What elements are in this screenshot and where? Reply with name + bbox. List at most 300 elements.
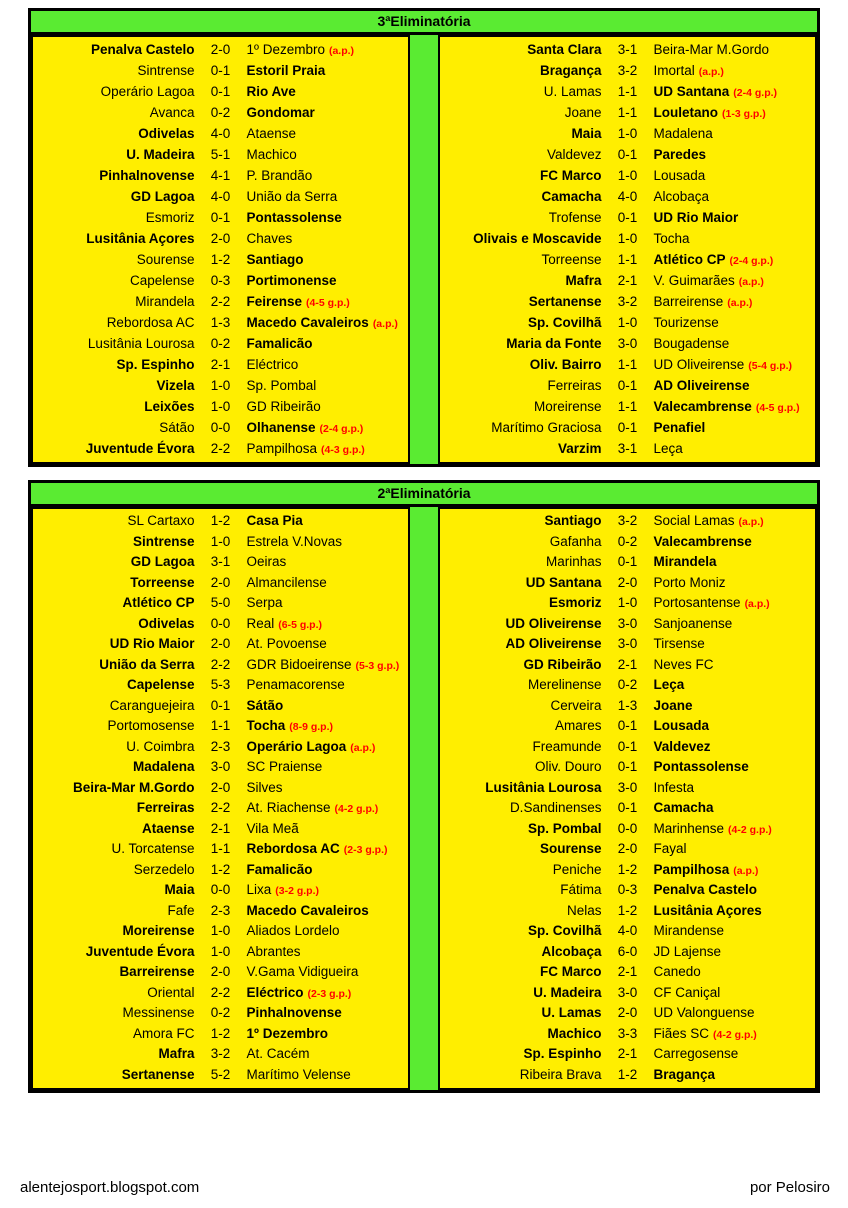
match-score: 0-2	[210, 336, 231, 351]
match-row	[33, 921, 408, 942]
match-row	[440, 417, 815, 438]
match-row	[33, 819, 408, 840]
home-team: Sourense	[136, 252, 195, 267]
home-team: Sátão	[159, 420, 195, 435]
match-score: 5-0	[210, 595, 231, 610]
blog-credit: alentejosport.blogspot.com	[20, 1179, 200, 1196]
match-row	[33, 983, 408, 1004]
home-team: Portomosense	[107, 718, 195, 733]
match-score: 1-2	[210, 513, 231, 528]
away-team: Sanjoanense	[653, 615, 733, 631]
away-cell	[649, 778, 816, 799]
match-row	[440, 1024, 815, 1045]
home-team: Joane	[564, 105, 602, 120]
match-score: 3-1	[210, 554, 231, 569]
away-cell	[242, 1044, 409, 1065]
match-row	[33, 737, 408, 758]
home-team: Nelas	[566, 902, 602, 918]
away-cell	[242, 552, 409, 573]
author-credit: por Pelosiro	[749, 1179, 830, 1196]
home-team: Santa Clara	[527, 42, 602, 57]
penalty-extratime-note: (4-2 g.p.)	[713, 1028, 757, 1041]
match-row	[440, 778, 815, 799]
away-team: Almancilense	[246, 574, 327, 590]
penalty-extratime-note: (3-2 g.p.)	[275, 885, 320, 897]
match-score: 0-2	[617, 533, 638, 549]
away-cell	[242, 983, 409, 1005]
home-team: Atlético CP	[122, 595, 195, 610]
penalty-extratime-note: (2-4 g.p.)	[319, 423, 364, 435]
round-2-title: 2ªEliminatória	[31, 483, 817, 507]
away-cell	[242, 1065, 409, 1086]
home-team: Esmoriz	[548, 595, 602, 610]
home-team: Marinhas	[545, 554, 602, 569]
away-team: Portimonense	[246, 273, 337, 288]
away-cell	[242, 942, 409, 963]
away-cell	[649, 901, 816, 922]
match-score: 1-1	[617, 399, 638, 414]
home-team: Odivelas	[138, 126, 195, 141]
home-team: Merelinense	[527, 677, 602, 692]
match-score: 1-0	[210, 923, 231, 938]
away-team: Porto Moniz	[653, 574, 726, 590]
round-2-right-panel	[438, 507, 817, 1090]
away-team: Lousada	[653, 168, 706, 183]
match-score: 0-2	[617, 677, 638, 692]
match-row	[440, 375, 815, 396]
match-row	[33, 291, 408, 312]
away-cell	[242, 593, 409, 614]
match-score: 4-0	[210, 189, 231, 204]
match-score: 1-2	[617, 861, 638, 877]
away-cell	[649, 798, 816, 819]
match-row	[440, 249, 815, 270]
home-team: Sertanense	[121, 1066, 195, 1082]
away-team: CF Caniçal	[653, 984, 721, 1000]
away-team: At. Riachense	[246, 800, 331, 815]
match-row	[440, 186, 815, 207]
away-cell	[242, 102, 409, 123]
away-cell	[649, 716, 816, 737]
away-cell	[649, 655, 816, 676]
home-team: Vizela	[156, 378, 195, 393]
home-team: FC Marco	[539, 964, 602, 979]
away-team: Serpa	[246, 595, 283, 610]
away-cell	[649, 614, 816, 635]
match-score: 2-0	[210, 574, 231, 590]
away-team: Tocha	[653, 231, 690, 246]
home-team: Fátima	[560, 882, 602, 897]
match-score: 0-1	[210, 84, 231, 99]
away-team: Fayal	[653, 841, 687, 856]
home-team: D.Sandinenses	[509, 800, 602, 815]
match-row	[33, 60, 408, 81]
home-team: Barreirense	[119, 964, 195, 979]
match-score: 2-0	[617, 574, 638, 590]
match-row	[440, 354, 815, 375]
home-team: Bragança	[539, 63, 602, 78]
home-team: Olivais e Moscavide	[473, 231, 602, 246]
home-team: Capelense	[129, 273, 195, 288]
match-row	[440, 396, 815, 417]
away-team: Imortal	[653, 63, 695, 78]
match-score: 2-1	[617, 273, 638, 288]
away-cell	[242, 1003, 409, 1024]
match-score: 1-2	[210, 861, 231, 877]
away-team: Alcobaça	[653, 189, 710, 204]
match-score: 6-0	[617, 943, 638, 959]
away-cell	[242, 1024, 409, 1045]
match-row	[33, 757, 408, 778]
away-team: Macedo Cavaleiros	[246, 902, 369, 918]
away-team: GDR Bidoeirense	[246, 656, 352, 672]
home-team: Ribeira Brava	[519, 1066, 602, 1082]
round-2-panels	[31, 507, 817, 1090]
match-score: 3-3	[617, 1025, 638, 1041]
home-team: U. Torcatense	[111, 841, 195, 856]
away-cell	[649, 737, 816, 758]
penalty-extratime-note: (4-5 g.p.)	[306, 297, 350, 309]
home-team: Rebordosa AC	[106, 315, 195, 330]
away-cell	[242, 860, 409, 881]
home-team: Machico	[547, 1025, 602, 1041]
away-cell	[242, 375, 409, 396]
away-cell	[242, 573, 409, 594]
match-score: 3-0	[617, 779, 638, 795]
match-score: 3-0	[210, 759, 231, 774]
away-team: Chaves	[246, 231, 293, 246]
home-team: Maia	[164, 882, 195, 897]
away-team: Beira-Mar M.Gordo	[653, 42, 770, 57]
match-row	[33, 901, 408, 922]
away-cell	[242, 696, 409, 717]
match-row	[440, 511, 815, 532]
away-cell	[242, 798, 409, 820]
away-cell	[649, 675, 816, 696]
away-team: Leça	[653, 677, 685, 692]
home-team: UD Santana	[525, 574, 602, 590]
away-cell	[242, 417, 409, 440]
match-score: 2-0	[617, 841, 638, 856]
away-cell	[242, 716, 409, 738]
home-team: Freamunde	[532, 738, 602, 754]
away-team: Feirense	[246, 294, 303, 309]
match-score: 0-0	[210, 615, 231, 631]
match-row	[33, 614, 408, 635]
home-team: Capelense	[126, 677, 195, 692]
match-row	[440, 716, 815, 737]
match-row	[33, 354, 408, 375]
match-score: 2-2	[210, 441, 231, 456]
match-row	[440, 312, 815, 333]
away-cell	[649, 1044, 816, 1065]
match-row	[33, 417, 408, 438]
match-score: 0-2	[210, 1005, 231, 1020]
away-cell	[649, 123, 816, 144]
match-score: 1-1	[617, 252, 638, 267]
page-footer	[20, 1179, 830, 1196]
away-cell	[242, 312, 409, 335]
match-score: 2-0	[617, 1005, 638, 1020]
away-team: Canedo	[653, 964, 701, 979]
match-score: 1-0	[617, 231, 638, 246]
away-cell	[649, 396, 816, 419]
home-team: Gafanha	[549, 533, 602, 549]
match-row	[33, 312, 408, 333]
home-team: Ataense	[141, 820, 195, 836]
home-team: Leixões	[144, 399, 195, 414]
match-score: 2-2	[210, 984, 231, 1000]
away-team: Sátão	[246, 697, 284, 713]
match-row	[33, 860, 408, 881]
home-team: Mafra	[565, 273, 602, 288]
home-team: Maia	[571, 126, 602, 141]
match-score: 0-3	[617, 882, 638, 897]
away-team: Bragança	[653, 1066, 716, 1082]
match-row	[440, 165, 815, 186]
away-team: Santiago	[246, 252, 304, 267]
away-team: Louletano	[653, 105, 718, 120]
match-score: 3-2	[617, 513, 638, 528]
away-team: Camacha	[653, 800, 714, 815]
away-cell	[649, 860, 816, 882]
match-row	[440, 634, 815, 655]
away-cell	[242, 291, 409, 314]
away-team: JD Lajense	[653, 943, 722, 959]
match-row	[33, 778, 408, 799]
away-cell	[242, 634, 409, 655]
away-team: Silves	[246, 779, 283, 795]
away-team: Famalicão	[246, 336, 313, 351]
away-cell	[649, 921, 816, 942]
home-team: Oliv. Douro	[534, 759, 602, 774]
match-score: 0-1	[617, 554, 638, 569]
match-score: 3-2	[617, 294, 638, 309]
match-score: 2-0	[210, 42, 231, 57]
match-row	[33, 1044, 408, 1065]
penalty-extratime-note: (a.p.)	[727, 297, 753, 309]
match-row	[33, 839, 408, 860]
round-2-section	[28, 480, 820, 1093]
match-score: 2-1	[617, 964, 638, 979]
match-row	[440, 573, 815, 594]
away-team: Fiães SC	[653, 1025, 710, 1041]
match-row	[440, 839, 815, 860]
away-cell	[649, 312, 816, 333]
home-team: Sp. Espinho	[116, 357, 195, 372]
match-score: 0-1	[617, 738, 638, 754]
match-row	[33, 1024, 408, 1045]
away-cell	[649, 60, 816, 83]
home-team: U. Coimbra	[126, 738, 195, 754]
penalty-extratime-note: (2-4 g.p.)	[733, 87, 778, 99]
match-row	[440, 60, 815, 81]
away-cell	[649, 1024, 816, 1046]
match-row	[33, 228, 408, 249]
match-score: 2-1	[210, 820, 231, 836]
home-team: Madalena	[132, 759, 195, 774]
round-3-right-panel	[438, 35, 817, 464]
home-team: Penalva Castelo	[90, 42, 195, 57]
round-2-left-panel	[31, 507, 410, 1090]
match-row	[33, 249, 408, 270]
home-team: Camacha	[541, 189, 602, 204]
match-row	[440, 1044, 815, 1065]
match-score: 3-0	[617, 984, 638, 1000]
penalty-extratime-note: (a.p.)	[372, 318, 398, 330]
penalty-extratime-note: (1-3 g.p.)	[722, 108, 766, 120]
match-row	[440, 655, 815, 676]
away-team: Paredes	[653, 147, 707, 162]
match-score: 2-0	[210, 964, 231, 979]
away-cell	[649, 270, 816, 293]
home-team: Beira-Mar M.Gordo	[72, 779, 195, 795]
away-team: Barreirense	[653, 294, 724, 309]
penalty-extratime-note: (4-2 g.p.)	[728, 823, 772, 836]
away-team: Rebordosa AC	[246, 841, 340, 856]
match-score: 2-3	[210, 738, 231, 754]
match-score: 2-1	[617, 656, 638, 672]
match-score: 3-0	[617, 336, 638, 351]
match-row	[440, 81, 815, 102]
match-row	[440, 39, 815, 60]
away-cell	[649, 942, 816, 963]
match-row	[440, 291, 815, 312]
penalty-extratime-note: (a.p.)	[698, 66, 724, 78]
away-team: Tocha	[246, 718, 286, 733]
match-score: 1-3	[210, 315, 231, 330]
away-team: Tirsense	[653, 636, 705, 651]
away-team: Pampilhosa	[653, 861, 730, 877]
away-team: 1º Dezembro	[246, 1025, 328, 1041]
away-cell	[242, 921, 409, 942]
match-row	[33, 186, 408, 207]
away-cell	[649, 81, 816, 104]
away-cell	[242, 962, 409, 983]
away-team: Valecambrense	[653, 533, 752, 549]
penalty-extratime-note: (6-5 g.p.)	[278, 618, 323, 631]
match-row	[440, 880, 815, 901]
away-team: Operário Lagoa	[246, 738, 347, 754]
away-team: P. Brandão	[246, 168, 313, 183]
away-team: Pampilhosa	[246, 441, 318, 456]
away-team: At. Povoense	[246, 636, 327, 651]
away-team: Eléctrico	[246, 984, 304, 1000]
match-row	[33, 333, 408, 354]
away-cell	[649, 165, 816, 186]
away-team: Oeiras	[246, 554, 287, 569]
penalty-extratime-note: (4-5 g.p.)	[755, 402, 800, 414]
match-score: 1-0	[210, 943, 231, 959]
away-cell	[242, 333, 409, 354]
match-row	[33, 634, 408, 655]
away-team: Bougadense	[653, 336, 730, 351]
match-score: 0-1	[210, 697, 231, 713]
match-score: 3-0	[617, 615, 638, 631]
home-team: Sp. Pombal	[527, 820, 602, 836]
away-team: Lousada	[653, 718, 710, 733]
match-row	[440, 737, 815, 758]
match-row	[33, 655, 408, 676]
away-cell	[242, 819, 409, 840]
match-score: 1-1	[617, 357, 638, 372]
match-score: 1-2	[210, 252, 231, 267]
match-score: 3-2	[617, 63, 638, 78]
home-team: GD Lagoa	[130, 554, 195, 569]
home-team: U. Madeira	[533, 984, 602, 1000]
away-cell	[242, 655, 409, 677]
away-team: Macedo Cavaleiros	[246, 315, 369, 330]
match-score: 1-0	[210, 533, 231, 549]
home-team: Sp. Covilhã	[527, 315, 602, 330]
away-cell	[649, 291, 816, 314]
away-team: UD Rio Maior	[653, 210, 739, 225]
match-row	[440, 901, 815, 922]
penalty-extratime-note: (a.p.)	[744, 598, 770, 610]
match-score: 4-0	[617, 189, 638, 204]
match-row	[33, 144, 408, 165]
match-row	[33, 102, 408, 123]
match-row	[33, 573, 408, 594]
away-team: Ataense	[246, 126, 297, 141]
away-team: Leça	[653, 441, 683, 456]
match-row	[33, 165, 408, 186]
match-score: 1-0	[210, 378, 231, 393]
round-3-title: 3ªEliminatória	[31, 11, 817, 35]
home-team: AD Oliveirense	[505, 636, 602, 651]
away-team: Joane	[653, 697, 693, 713]
home-team: GD Ribeirão	[523, 656, 602, 672]
away-cell	[242, 675, 409, 696]
match-score: 0-1	[617, 800, 638, 815]
home-team: Sp. Espinho	[523, 1046, 602, 1061]
away-team: Famalicão	[246, 861, 313, 877]
away-cell	[242, 396, 409, 417]
home-team: União da Serra	[99, 656, 195, 672]
home-team: Sourense	[539, 841, 602, 856]
away-cell	[649, 375, 816, 396]
match-row	[440, 270, 815, 291]
away-cell	[649, 634, 816, 655]
home-team: Torreense	[541, 252, 602, 267]
away-cell	[242, 839, 409, 861]
away-team: Carregosense	[653, 1046, 739, 1061]
penalty-extratime-note: (4-2 g.p.)	[334, 803, 379, 815]
away-cell	[649, 819, 816, 841]
match-score: 2-2	[210, 294, 231, 309]
away-cell	[242, 165, 409, 186]
match-score: 5-3	[210, 677, 231, 692]
away-team: Pinhalnovense	[246, 1005, 342, 1020]
match-row	[33, 511, 408, 532]
away-team: Portosantense	[653, 595, 741, 610]
round-3-section	[28, 8, 820, 467]
match-score: 0-1	[617, 210, 638, 225]
match-row	[33, 552, 408, 573]
away-team: Pontassolense	[246, 210, 342, 225]
away-team: União da Serra	[246, 189, 338, 204]
away-cell	[649, 39, 816, 60]
away-cell	[649, 983, 816, 1004]
away-team: Mirandense	[653, 923, 725, 938]
match-score: 3-1	[617, 441, 638, 456]
away-team: Marítimo Velense	[246, 1066, 351, 1082]
home-team: Moreirense	[533, 399, 602, 414]
away-team: Marinhense	[653, 820, 725, 836]
away-team: Pontassolense	[653, 759, 749, 774]
home-team: Amares	[554, 718, 602, 733]
match-score: 2-0	[210, 779, 231, 795]
